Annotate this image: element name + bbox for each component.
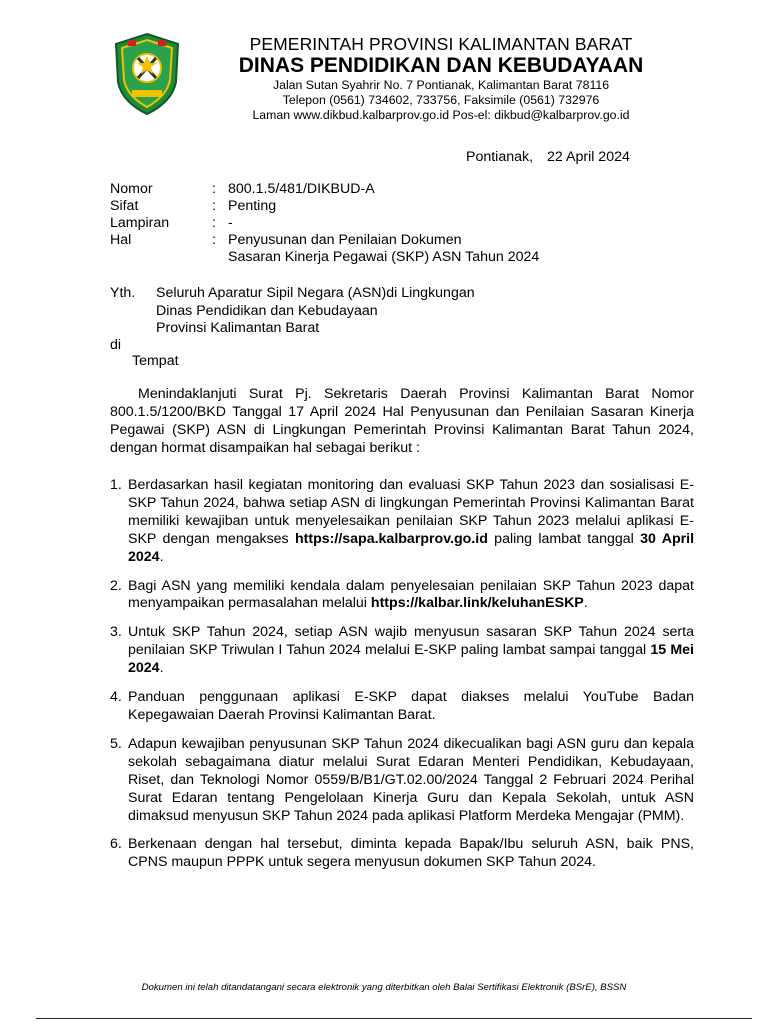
letterhead-address: Jalan Sutan Syahrir No. 7 Pontianak, Kalimantan Barat 78116 — [272, 78, 610, 92]
recipient-indent — [110, 303, 156, 321]
list-item — [110, 689, 694, 725]
emblem-icon — [112, 32, 182, 116]
item-text-part: . — [159, 660, 164, 677]
deadline-date: 30 April 2024 — [128, 530, 695, 565]
list-item — [110, 578, 694, 614]
recipient-line: Dinas Pendidikan dan Kebudayaan — [156, 302, 378, 319]
recipient-line: Seluruh Aparatur Sipil Negara (ASN)di Lingkungan — [156, 285, 475, 301]
meta-colon: : — [212, 198, 216, 214]
meta-row-nature — [110, 198, 658, 215]
item-number: 2. — [110, 577, 122, 594]
recipient-row — [110, 320, 475, 338]
meta-key: Nomor — [110, 181, 153, 197]
meta-key: Lampiran — [110, 215, 170, 231]
item-text — [128, 624, 694, 678]
subject-line-1: Penyusunan dan Penilaian Dokumen — [228, 232, 462, 248]
list-item — [110, 477, 694, 567]
meta-key: Sifat — [110, 198, 139, 214]
meta-value: 800.1.5/481/DIKBUD-A — [228, 181, 375, 197]
letterhead-government: PEMERINTAH PROVINSI KALIMANTAN BARAT — [249, 34, 633, 54]
item-text — [128, 578, 694, 614]
item-text: Panduan penggunaan aplikasi E-SKP dapat diakses melalui YouTube Badan Kepegawaian Daerah Provinsi Kalimantan Barat. — [128, 689, 694, 723]
item-text-part: Berdasarkan hasil kegiatan monitoring dan evaluasi SKP Tahun 2023 dan sosialisasi E-SKP Tahun 2024, bahwa setiap ASN di lingkungan Pemerintah Provinsi Kalimantan Barat memiliki kewajiban untuk menyelesaikan penilaian SKP Tahun 2023 melalui aplikasi E-SKP dengan mengakses — [128, 477, 694, 547]
item-number: 6. — [110, 836, 122, 853]
e-signature-note: Dokumen ini telah ditandatangani secara elektronik yang diterbitkan oleh Balai Sertifikasi Elektronik (BSrE), BSSN — [141, 982, 627, 993]
item-text: Berkenaan dengan hal tersebut, diminta kepada Bapak/Ibu seluruh ASN, baik PNS, CPNS maupun PPPK untuk segera menyusun dokumen SKP Tahun 2024. — [128, 836, 694, 871]
meta-key: Hal — [110, 232, 132, 248]
meta-value — [228, 232, 658, 266]
letter-date: 22 April 2024 — [547, 149, 630, 165]
list-item — [110, 624, 694, 678]
letterhead-agency: DINAS PENDIDIKAN DAN KEBUDAYAAN — [238, 54, 644, 77]
meta-value: - — [228, 215, 233, 231]
subject-line-2: Sasaran Kinerja Pegawai (SKP) ASN Tahun 2024 — [228, 249, 540, 265]
eskp-link[interactable]: https://sapa.kalbarprov.go.id — [294, 530, 488, 547]
item-text-part: . — [159, 548, 164, 565]
deadline-date: 15 Mei 2024 — [128, 642, 694, 677]
recipient-place: Tempat — [132, 353, 179, 369]
recipient-line: Provinsi Kalimantan Barat — [156, 320, 320, 336]
item-number: 5. — [110, 735, 122, 752]
item-text — [128, 477, 694, 567]
letter-meta — [110, 181, 658, 266]
item-text-part: Untuk SKP Tahun 2024, setiap ASN wajib menyusun sasaran SKP Tahun 2024 serta penilaian SKP Triwulan I Tahun 2024 melalui E-SKP paling lambat sampai tanggal — [128, 624, 694, 659]
meta-row-attachment — [110, 215, 658, 232]
letterhead-web: Laman www.dikbud.kalbarprov.go.id Pos-el: dikbud@kalbarprov.go.id — [252, 108, 630, 122]
recipient-row — [110, 285, 475, 303]
item-text-part: Bagi ASN yang memiliki kendala dalam penyelesaian penilaian SKP Tahun 2023 dapat menyampaikan permasalahan melalui — [128, 577, 694, 612]
item-text-part: . — [583, 595, 588, 612]
meta-colon: : — [212, 232, 216, 248]
meta-colon: : — [212, 181, 216, 197]
footer-divider — [36, 1018, 752, 1019]
item-text-part: paling lambat tanggal — [487, 530, 641, 547]
meta-value: Penting — [228, 198, 277, 214]
meta-colon: : — [212, 215, 216, 231]
recipient-lead: Yth. — [110, 285, 136, 301]
list-item — [110, 736, 694, 826]
intro-paragraph: Menindaklanjuti Surat Pj. Sekretaris Daerah Provinsi Kalimantan Barat Nomor 800.1.5/1200/BKD Tanggal 17 April 2024 Hal Penyusunan dan Penilaian Sasaran Kinerja Pegawai (SKP) ASN di Lingkungan Pemerintah Provinsi Kalimantan Barat Tahun 2024, dengan hormat disampaikan hal sebagai berikut : — [110, 386, 694, 456]
recipient-block — [110, 285, 475, 338]
letterhead — [206, 34, 676, 123]
meta-row-number — [110, 181, 658, 198]
list-item — [110, 836, 694, 872]
place: Pontianak, — [466, 149, 534, 165]
numbered-list — [110, 477, 694, 883]
item-number: 1. — [110, 477, 122, 493]
letterhead-phone: Telepon (0561) 734602, 733756, Faksimile (0561) 732976 — [282, 93, 600, 107]
complaint-link[interactable]: https://kalbar.link/keluhanESKP — [370, 595, 584, 612]
item-number: 3. — [110, 624, 122, 641]
recipient-row — [110, 303, 475, 321]
meta-row-subject — [110, 232, 658, 266]
item-number: 4. — [110, 689, 122, 706]
recipient-indent — [110, 320, 156, 338]
item-text: Adapun kewajiban penyusunan SKP Tahun 2024 dikecualikan bagi ASN guru dan kepala sekolah sebagaimana diatur melalui Surat Edaran Menteri Pendidikan, Kebudayaan, Riset, dan Teknologi Nomor 0559/B/B1/GT.02.00/2024 Tanggal 2 Februari 2024 Perihal Surat Edaran tentang Pengelolaan Kinerja Guru dan Kepala Sekolah, untuk ASN dimaksud menyusun SKP Tahun 2024 pada aplikasi Platform Merdeka Mengajar (PMM). — [128, 735, 694, 824]
recipient-di: di — [110, 337, 122, 353]
date-line — [466, 149, 630, 165]
